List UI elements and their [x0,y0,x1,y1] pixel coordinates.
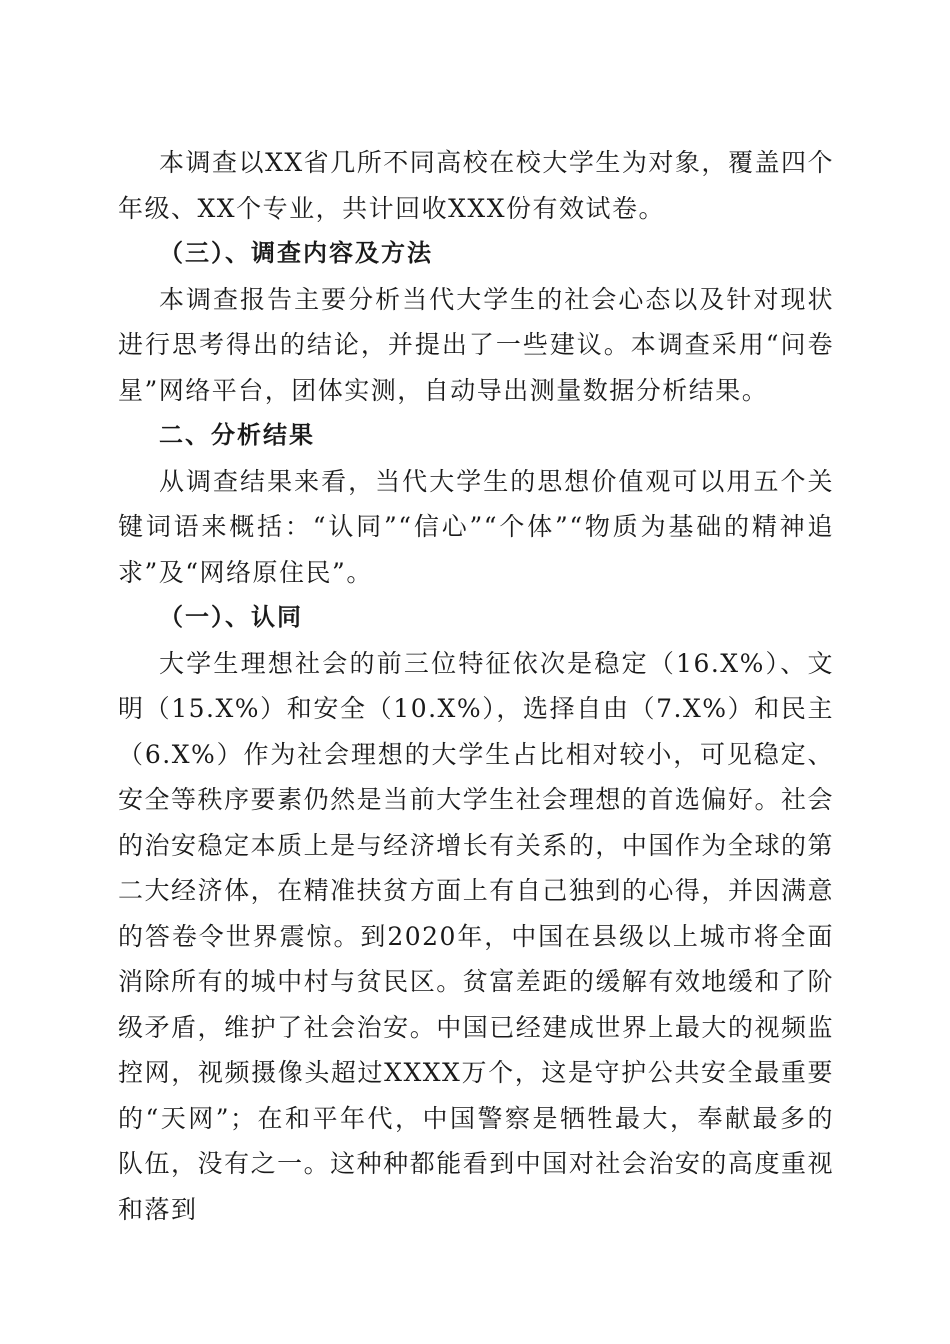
heading-identification: （一）、认同 [159,603,303,631]
heading-analysis-results: 二、分析结果 [159,421,315,449]
paragraph-survey-subjects: 本调查以XX省几所不同高校在校大学生为对象，覆盖四个年级、XX个专业，共计回收XXX份有效试卷。 [118,148,834,223]
paragraph-results-overview: 从调查结果来看，当代大学生的思想价值观可以用五个关键词语来概括：“认同”“信心”“个体”“物质为基础的精神追求”及“网络原住民”。 [118,466,834,587]
paragraph-identification: 大学生理想社会的前三位特征依次是稳定（16.X%）、文明（15.X%）和安全（10.X%），选择自由（7.X%）和民主（6.X%）作为社会理想的大学生占比相对较小，可见稳定、安全等秩序要素仍然是当前大学生社会理想的首选偏好。社会的治安稳定本质上是与经济增长有关系的，中国作为全球的第二大经济体，在精准扶贫方面上有自己独到的心得，并因满意的答卷令世界震惊。到2020年，中国在县级以上城市将全面消除所有的城中村与贫民区。贫富差距的缓解有效地缓和了阶级矛盾，维护了社会治安。中国已经建成世界上最大的视频监控网，视频摄像头超过XXXX万个，这是守护公共安全最重要的“天网”；在和平年代，中国警察是牺牲最大，奉献最多的队伍，没有之一。这种种都能看到中国对社会治安的高度重视和落到 [118,648,834,1224]
document-body [118,140,834,1232]
paragraph-survey-content: 本调查报告主要分析当代大学生的社会心态以及针对现状进行思考得出的结论，并提出了一些建议。本调查采用“问卷星”网络平台，团体实测，自动导出测量数据分析结果。 [118,284,834,405]
heading-survey-content-method: （三）、调查内容及方法 [159,239,433,267]
